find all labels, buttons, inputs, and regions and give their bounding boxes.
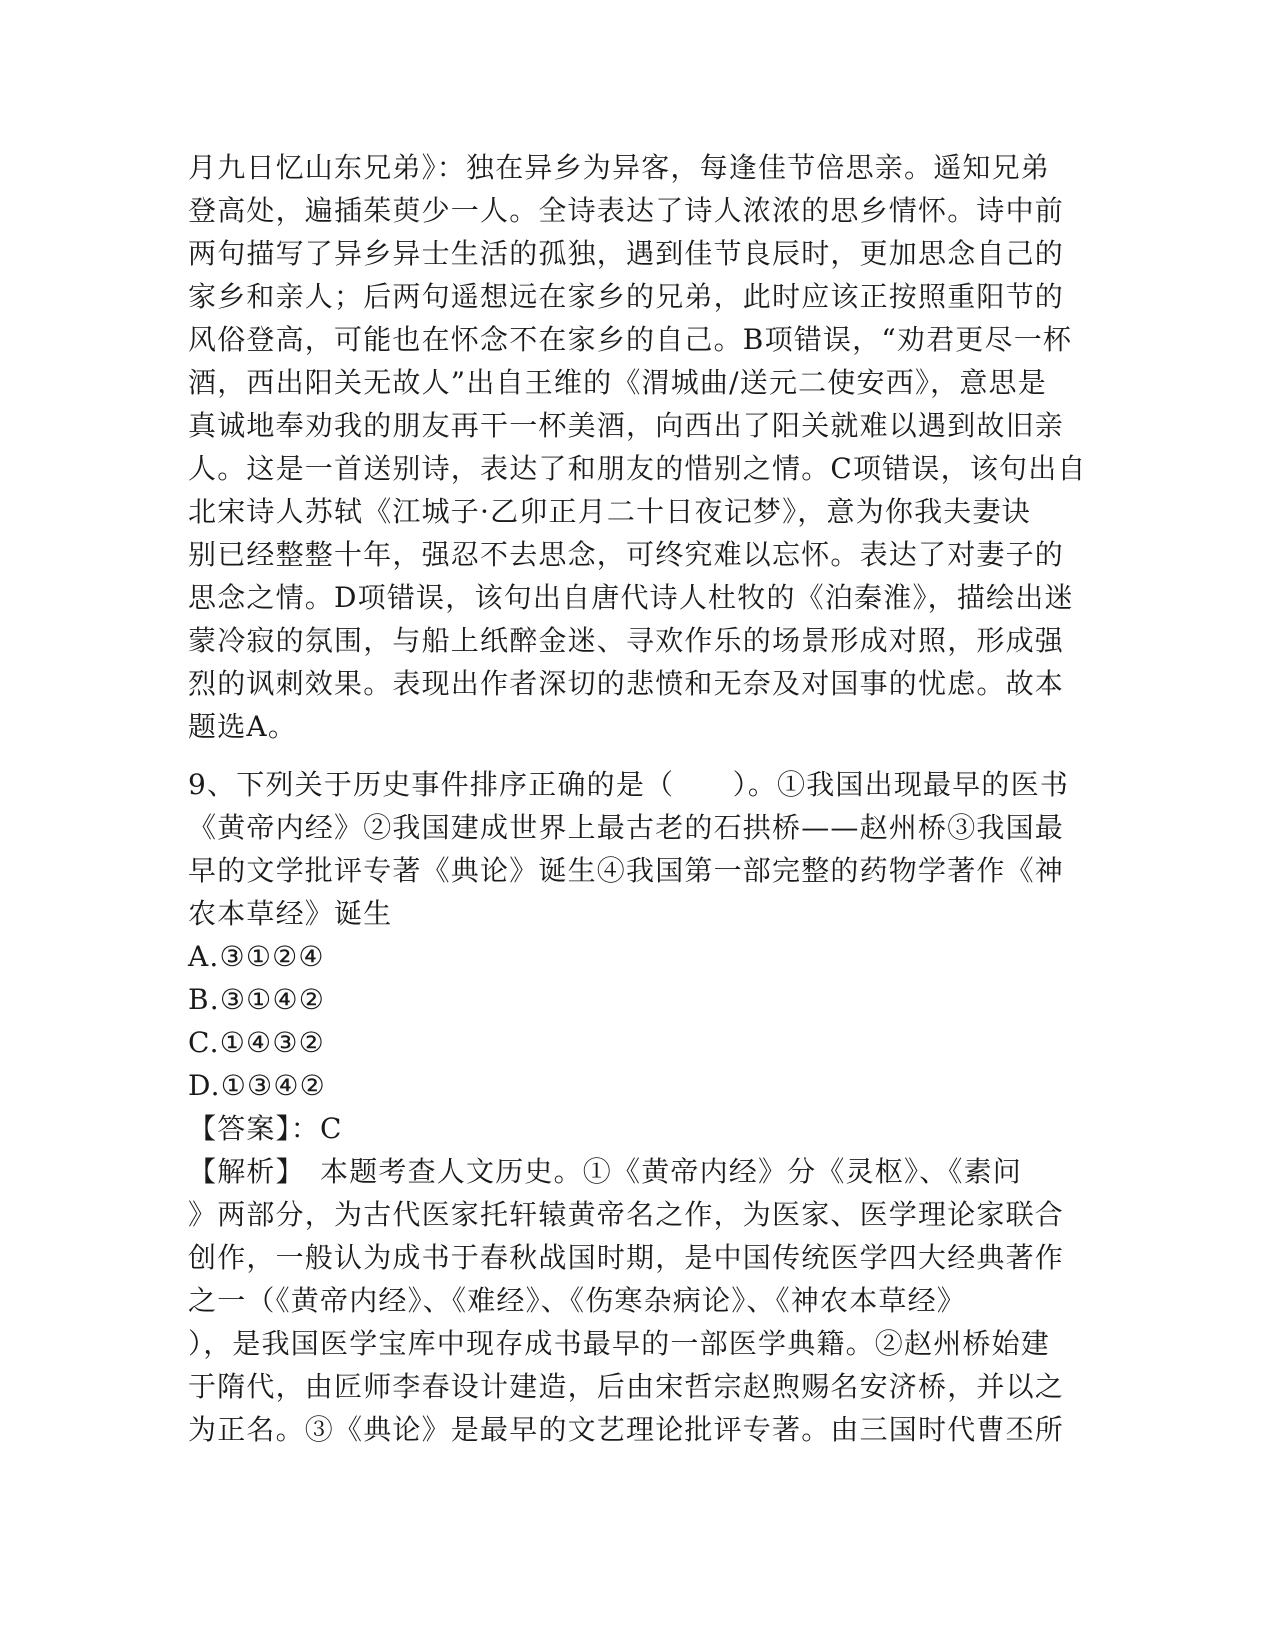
paragraph-line: 烈的讽刺效果。表现出作者深切的悲愤和无奈及对国事的忧虑。故本 <box>188 667 1065 700</box>
paragraph-line: 酒，西出阳关无故人”出自王维的《渭城曲/送元二使安西》，意思是 <box>188 366 1047 399</box>
paragraph-line: 登高处，遍插茱萸少一人。全诗表达了诗人浓浓的思乡情怀。诗中前 <box>188 194 1065 227</box>
explanation-line: 为正名。③《典论》是最早的文艺理论批评专著。由三国时代曹丕所 <box>188 1413 1065 1446</box>
paragraph-line: 别已经整整十年，强忍不去思念，可终究难以忘怀。表达了对妻子的 <box>188 538 1065 571</box>
explanation-line: 【解析】 本题考查人文历史。①《黄帝内经》分《灵枢》、《素问 <box>188 1155 1023 1188</box>
option-c: C.①④③② <box>188 1026 325 1059</box>
paragraph-line: 人。这是一首送别诗，表达了和朋友的惜别之情。C项错误，该句出自 <box>188 452 1087 485</box>
option-a: A.③①②④ <box>188 940 325 973</box>
explanation-line: 于隋代，由匠师李春设计建造，后由宋哲宗赵煦赐名安济桥，并以之 <box>188 1370 1065 1403</box>
answer-line: 【答案】：C <box>188 1112 343 1145</box>
option-b: B.③①④② <box>188 983 326 1016</box>
explanation-line: 》两部分，为古代医家托轩辕黄帝名之作，为医家、医学理论家联合 <box>188 1198 1065 1231</box>
question-stem <box>188 763 1088 935</box>
question-stem-line: 9、下列关于历史事件排序正确的是（ ）。①我国出现最早的医书 <box>188 768 1070 801</box>
explanation-line: 创作，一般认为成书于春秋战国时期，是中国传统医学四大经典著作 <box>188 1241 1065 1274</box>
paragraph-line: 北宋诗人苏轼《江城子·乙卯正月二十日夜记梦》，意为你我夫妻诀 <box>188 495 1031 528</box>
paragraph-line: 真诚地奉劝我的朋友再干一杯美酒，向西出了阳关就难以遇到故旧亲 <box>188 409 1065 442</box>
paragraph-line: 题选A。 <box>188 710 298 743</box>
paragraph-line: 月九日忆山东兄弟》：独在异乡为异客，每逢佳节倍思亲。遥知兄弟 <box>188 151 1051 184</box>
paragraph-line: 两句描写了异乡异士生活的孤独，遇到佳节良辰时，更加思念自己的 <box>188 237 1065 270</box>
question-stem-line: 农本草经》诞生 <box>188 897 393 930</box>
question-stem-line: 早的文学批评专著《典论》诞生④我国第一部完整的药物学著作《神 <box>188 854 1065 887</box>
question-stem-line: 《黄帝内经》②我国建成世界上最古老的石拱桥——赵州桥③我国最 <box>188 811 1065 844</box>
question-9 <box>188 763 1088 1451</box>
previous-explanation <box>188 146 1088 748</box>
explanation-line: 之一（《黄帝内经》、《难经》、《伤寒杂病论》、《神农本草经》 <box>188 1284 967 1317</box>
page-content <box>188 146 1088 1451</box>
paragraph-line: 思念之情。D项错误，该句出自唐代诗人杜牧的《泊秦淮》，描绘出迷 <box>188 581 1074 614</box>
explanation-line: ），是我国医学宝库中现存成书最早的一部医学典籍。②赵州桥始建 <box>188 1327 1051 1360</box>
answer-options <box>188 935 1088 1107</box>
paragraph-line: 风俗登高，可能也在怀念不在家乡的自己。B项错误，“劝君更尽一杯 <box>188 323 1073 356</box>
paragraph-line: 蒙冷寂的氛围，与船上纸醉金迷、寻欢作乐的场景形成对照，形成强 <box>188 624 1065 657</box>
explanation <box>188 1150 1088 1451</box>
paragraph-line: 家乡和亲人；后两句遥想远在家乡的兄弟，此时应该正按照重阳节的 <box>188 280 1065 313</box>
option-d: D.①③④② <box>188 1069 326 1102</box>
